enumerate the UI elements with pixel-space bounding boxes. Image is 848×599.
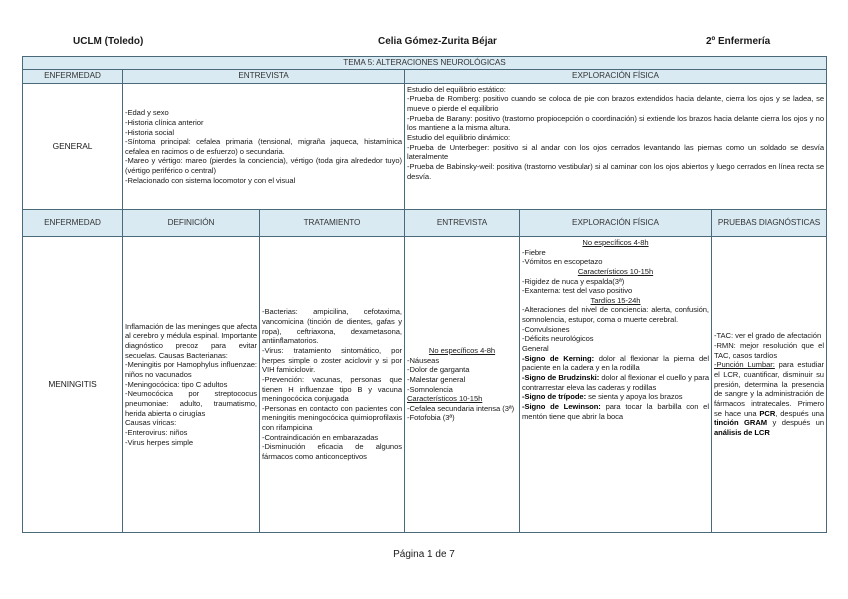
entrevista-item: -Somnolencia	[407, 384, 453, 394]
exploracion-item: -Exanterna: test del vaso positivo	[522, 286, 633, 296]
general-table	[22, 56, 827, 211]
pruebas-puncion	[714, 360, 824, 437]
puncion-title: -Punción Lumbar:	[714, 360, 775, 370]
tratamiento-line: -Contraindicación en embarazadas	[262, 432, 379, 442]
sign-kerning	[522, 354, 709, 373]
exploracion-stage-title: Tardíos 15-24h	[590, 295, 641, 305]
entrevista-item: -Dolor de garganta	[407, 365, 470, 375]
definicion-line: -Meningocócica: tipo C adultos	[125, 379, 228, 389]
general-exploracion-line: -Prueba de Barany: positivo (trastorno propiocepción o coordinación) si extiende los brazos hacia delante cierra los ojos y no los mantiene a la misma altura.	[407, 113, 825, 133]
entrevista-item: -Malestar general	[407, 374, 466, 384]
puncion-pcr: PCR	[759, 408, 776, 418]
general-entrevista-line: -Edad y sexo	[125, 108, 169, 118]
entrevista-late-title: Característicos 10-15h	[407, 394, 483, 404]
col-exploracion-header: EXPLORACIÓN FÍSICA	[520, 210, 712, 237]
sign-text: para tocar la barbilla con el mentón tiene que abrir la boca	[522, 401, 709, 421]
general-exploracion-line: Estudio del equilibrio estático:	[407, 84, 506, 94]
entrevista-item: -Náuseas	[407, 355, 440, 365]
col-enfermedad-header: ENFERMEDAD	[23, 70, 123, 83]
exploracion-stage-title: Característicos 10-15h	[577, 266, 654, 276]
col-tratamiento-header: TRATAMIENTO	[260, 210, 405, 237]
sign-text: dolor al flexionar el cuello y para contrarrestar eleva las caderas y rodillas	[522, 372, 709, 392]
exploracion-item: -Alteraciones del nivel de conciencia: alerta, confusión, somnolencia, estupor, coma o muerte cerebral.	[522, 305, 709, 325]
definicion-line: -Meningitis por Hamophylus influenzae: niños no vacunados	[125, 360, 257, 380]
puncion-text: , después una	[775, 408, 825, 418]
sign-text: se sienta y apoya los brazos	[586, 392, 683, 402]
entrevista-cell	[405, 237, 520, 533]
general-exploracion-line: -Prueba de Babinsky-weil: positiva (trastorno vestibular) si al caminar con los ojos abiertos y luego cerrados en línea recta se desvía.	[407, 161, 825, 181]
definicion-line: -Virus herpes simple	[125, 437, 194, 447]
tratamiento-cell	[260, 237, 405, 533]
general-exploracion-line: Estudio del equilibrio dinámico:	[407, 133, 511, 143]
sign-tripode	[522, 392, 709, 402]
general-entrevista-line: -Relacionado con sistema locomotor y con el visual	[125, 175, 296, 185]
header-course: 2º Enfermería	[706, 36, 771, 47]
exploracion-item: -Convulsiones	[522, 324, 570, 334]
entrevista-early-title: No específicos 4-8h	[428, 345, 496, 355]
header-institution: UCLM (Toledo)	[73, 36, 144, 47]
sign-text: dolor al flexionar la pierna del paciente en la cadera y en la rodilla	[522, 353, 709, 373]
row-general-label: GENERAL	[23, 83, 123, 210]
col-exploracion-header: EXPLORACIÓN FÍSICA	[405, 70, 827, 83]
exploracion-item: -Vómitos en escopetazo	[522, 257, 603, 267]
tratamiento-line: -Personas en contacto con pacientes con meningitis meningocócica quimioprofilaxis con rifampicina	[262, 403, 402, 433]
col-entrevista-header: ENTREVISTA	[405, 210, 520, 237]
tratamiento-line: -Bacterias: ampicilina, cefotaxima, vancomicina (tinción de dientes, gafas y ropa), ceftriaxona, dexametasona, antiinflamatorios.	[262, 307, 402, 346]
definicion-line: -Enterovirus: niños	[125, 427, 188, 437]
puncion-analisis: análisis de LCR	[714, 427, 770, 437]
definicion-cell	[123, 237, 260, 533]
sign-name: -Signo de trípode:	[522, 392, 587, 402]
row-meningitis-label: MENINGITIS	[23, 237, 123, 533]
sign-brudzinski	[522, 373, 709, 392]
puncion-tincion: tinción GRAM	[714, 418, 768, 428]
general-exploracion-cell	[405, 83, 827, 210]
col-entrevista-header: ENTREVISTA	[123, 70, 405, 83]
exploracion-item: -Rigidez de nuca y espalda(3ª)	[522, 276, 625, 286]
puncion-text: y después un	[767, 418, 824, 428]
puncion-text: para estudiar el LCR, cuantificar, disminuir su presión, determina la presencia de sangre y la administración de fármacos intratecales. Primero se hace una	[714, 360, 825, 418]
general-entrevista-cell	[123, 83, 405, 210]
general-exploracion-line: -Prueba de Unterbeger: positivo si al andar con los ojos cerrados levantando las piernas como un soldado se desvía lateralmente	[407, 142, 825, 162]
col-pruebas-header: PRUEBAS DIAGNÓSTICAS	[712, 210, 827, 237]
col-enfermedad-header: ENFERMEDAD	[23, 210, 123, 237]
general-entrevista-line: -Síntoma principal: cefalea primaria (tensional, migraña jaqueca, histamínica cefalea en racimos o de esfuerzo) o secundaria.	[125, 137, 402, 156]
tratamiento-line: -Virus: tratamiento sintomático, por herpes simple o zoster aciclovir y si por VIH famiciclovir.	[262, 345, 402, 375]
general-entrevista-line: -Historia clínica anterior	[125, 117, 204, 127]
sign-name: -Signo de Lewinson:	[522, 401, 601, 411]
exploracion-item: -Déficits neurológicos	[522, 334, 594, 344]
exploracion-stage-title: No específicos 4-8h	[582, 238, 649, 247]
exploracion-item: General	[522, 344, 549, 354]
exploracion-cell	[520, 237, 712, 533]
general-entrevista-line: -Mareo y vértigo: mareo (pierdes la conciencia), vértigo (toda gira alrededor tuyo) (vértigo periférico o central)	[125, 156, 402, 176]
page-footer: Página 1 de 7	[393, 549, 455, 560]
entrevista-item: -Fotofobia (3ª)	[407, 413, 455, 423]
definicion-line: -Neumocócica por streptococus pneumoniae: adulto, traumatismo, herida abierta o cirugías	[125, 389, 257, 418]
pruebas-tac: -TAC: ver el grado de afectación	[714, 331, 822, 341]
sign-name: -Signo de Brudzinski:	[522, 372, 600, 382]
meningitis-table	[22, 209, 827, 533]
pruebas-rmn: -RMN: mejor resolución que el TAC, casos tardíos	[714, 341, 824, 360]
tratamiento-line: -Prevención: vacunas, personas que tienen H influenzae tipo B y vacuna meningocócica conjugada	[262, 374, 402, 404]
col-definicion-header: DEFINICIÓN	[123, 210, 260, 237]
tratamiento-line: -Disminución eficacia de algunos fármacos como anticonceptivos	[262, 442, 402, 461]
sign-lewinson	[522, 402, 709, 421]
entrevista-item: -Cefalea secundaria intensa (3ª)	[407, 403, 515, 413]
general-exploracion-line: -Prueba de Romberg: positivo cuando se coloca de pie con brazos extendidos hacia delante, cierra los ojos y se ladea, se mueve o pierde el equilibrio	[407, 94, 825, 114]
pruebas-cell	[712, 237, 827, 533]
header-author: Celia Gómez-Zurita Béjar	[378, 36, 497, 47]
definicion-line: Inflamación de las meninges que afecta al cerebro y médula espinal. Importante diagnóstico precoz para evitar secuelas. Causas Bacterianas:	[125, 321, 257, 360]
definicion-line: Causas víricas:	[125, 418, 177, 428]
exploracion-item: -Fiebre	[522, 247, 546, 257]
section-title: TEMA 5: ALTERACIONES NEUROLÓGICAS	[23, 57, 827, 70]
sign-name: -Signo de Kerning:	[522, 353, 595, 363]
general-entrevista-line: -Historia social	[125, 127, 174, 137]
